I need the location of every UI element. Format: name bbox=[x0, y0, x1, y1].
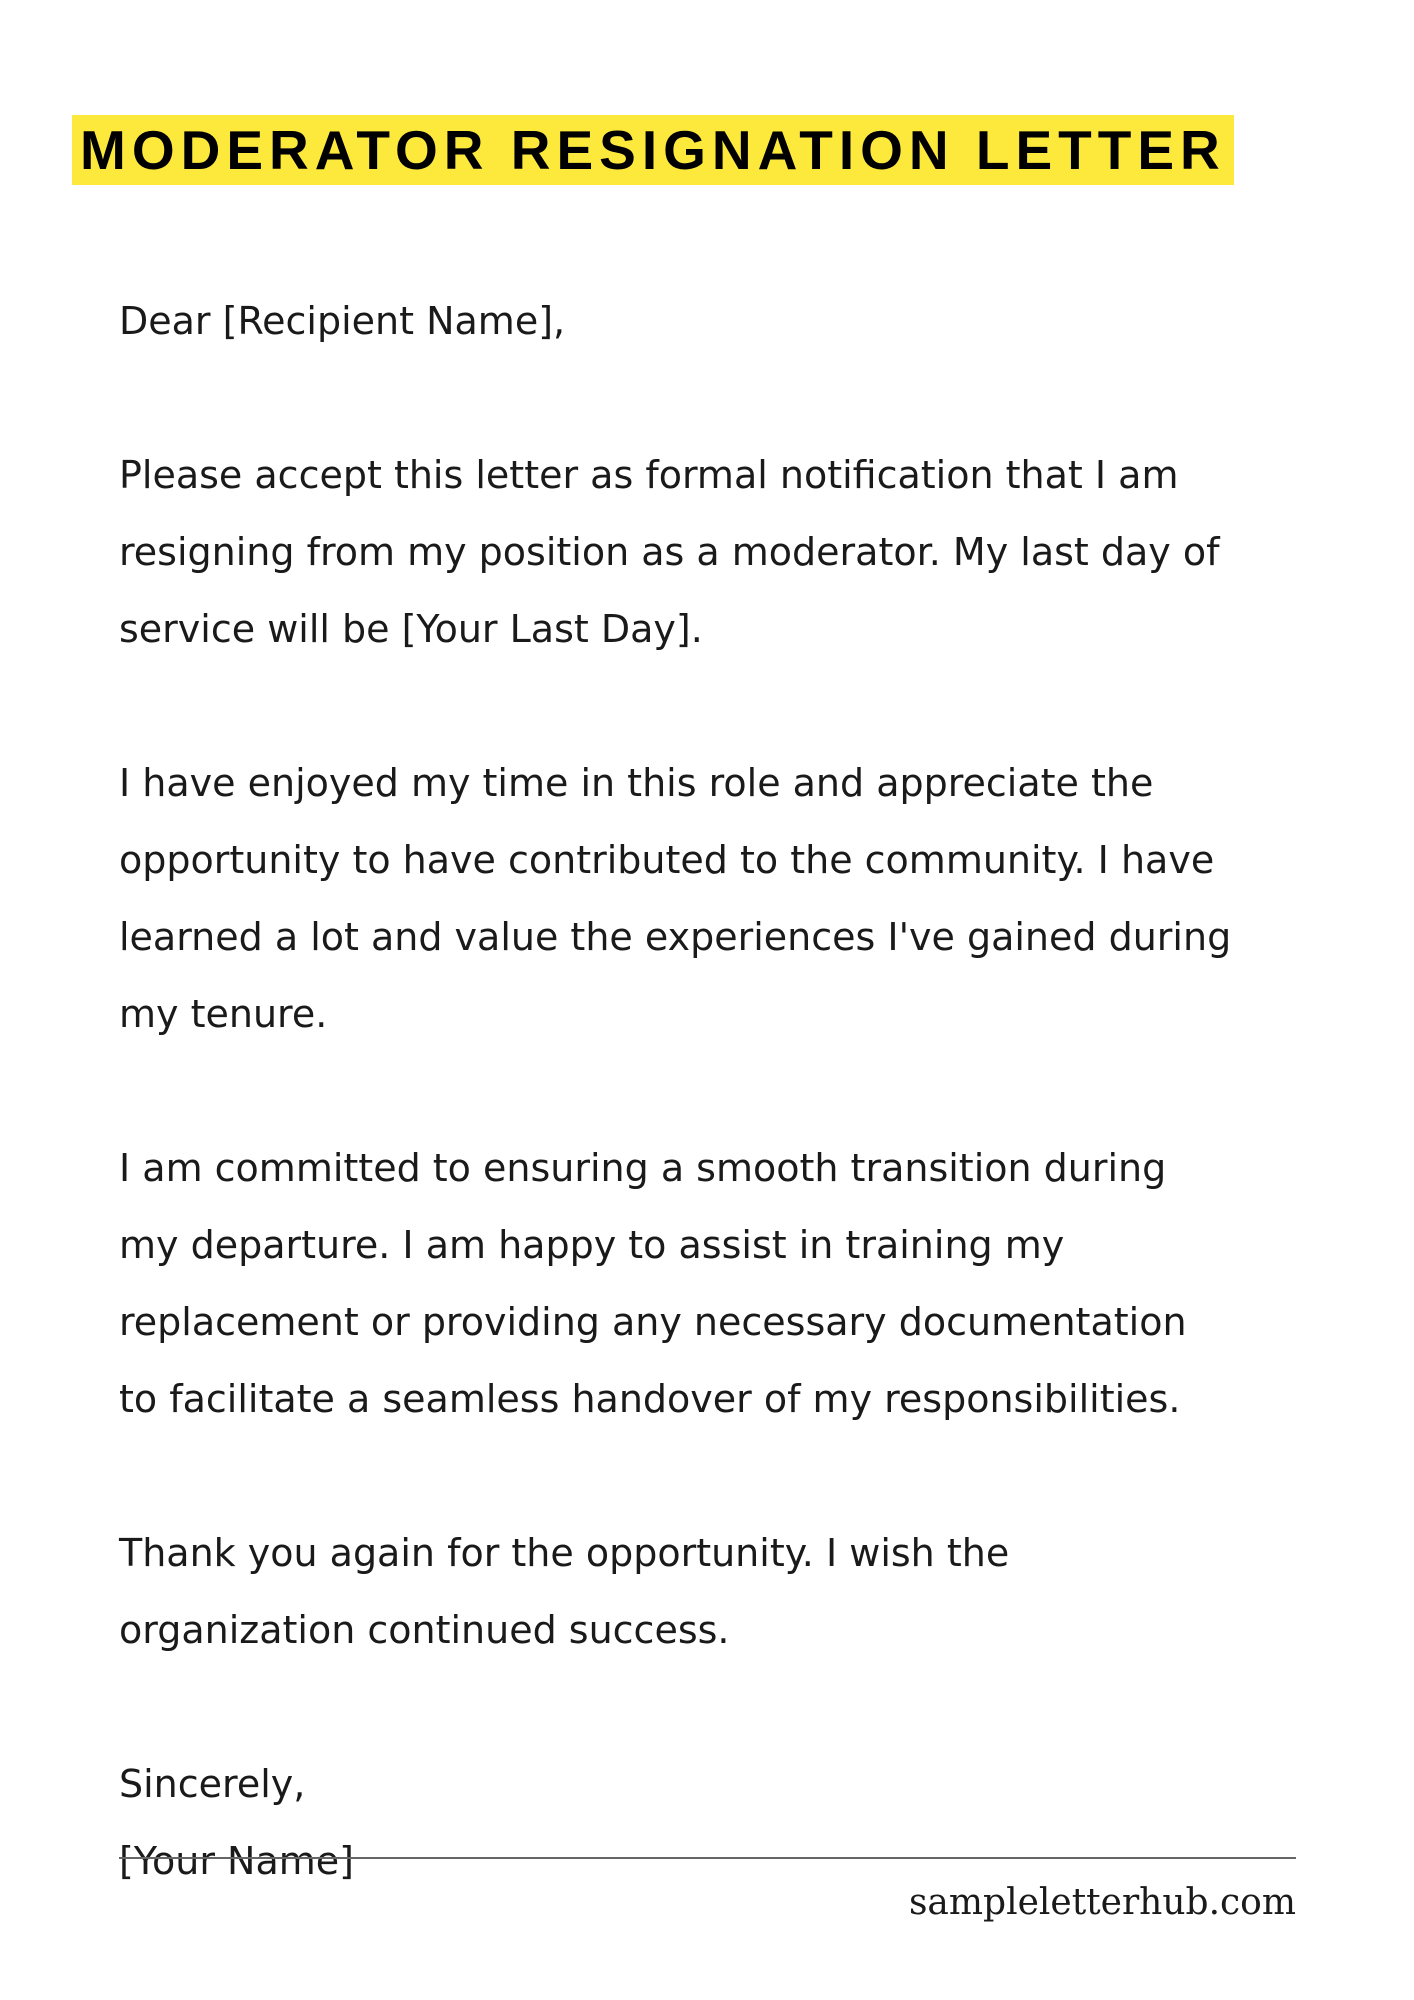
website-footer: sampleletterhub.com bbox=[908, 1882, 1296, 1923]
paragraph-line: to facilitate a seamless handover of my responsibilities. bbox=[119, 1377, 1181, 1421]
closing: Sincerely, bbox=[119, 1762, 306, 1806]
signature-line bbox=[119, 1857, 1296, 1859]
paragraph-line: opportunity to have contributed to the community. I have bbox=[119, 838, 1215, 882]
paragraph-spacer bbox=[119, 360, 1349, 437]
paragraph-1 bbox=[119, 437, 1349, 668]
paragraph-line: resigning from my position as a moderator. My last day of bbox=[119, 530, 1220, 574]
paragraph-line: Thank you again for the opportunity. I wish the bbox=[119, 1531, 1010, 1575]
paragraph-3 bbox=[119, 1130, 1349, 1438]
paragraph-2 bbox=[119, 745, 1349, 1053]
paragraph-spacer bbox=[119, 1669, 1349, 1746]
paragraph-line: I have enjoyed my time in this role and appreciate the bbox=[119, 761, 1154, 805]
page-title: MODERATOR RESIGNATION LETTER bbox=[72, 115, 1234, 185]
title-block bbox=[72, 115, 1234, 185]
paragraph-line: replacement or providing any necessary documentation bbox=[119, 1300, 1187, 1344]
letter-body bbox=[119, 283, 1349, 1900]
paragraph-4 bbox=[119, 1515, 1349, 1669]
paragraph-line: learned a lot and value the experiences I've gained during bbox=[119, 915, 1232, 959]
paragraph-spacer bbox=[119, 1053, 1349, 1130]
paragraph-line: my tenure. bbox=[119, 992, 328, 1036]
paragraph-line: I am committed to ensuring a smooth transition during bbox=[119, 1146, 1167, 1190]
paragraph-spacer bbox=[119, 668, 1349, 745]
signature-name: [Your Name] bbox=[119, 1839, 354, 1883]
paragraph-line: Please accept this letter as formal notification that I am bbox=[119, 453, 1179, 497]
paragraph-line: my departure. I am happy to assist in training my bbox=[119, 1223, 1065, 1267]
salutation: Dear [Recipient Name], bbox=[119, 299, 566, 343]
paragraph-line: organization continued success. bbox=[119, 1608, 730, 1652]
paragraph-line: service will be [Your Last Day]. bbox=[119, 607, 703, 651]
paragraph-spacer bbox=[119, 1438, 1349, 1515]
